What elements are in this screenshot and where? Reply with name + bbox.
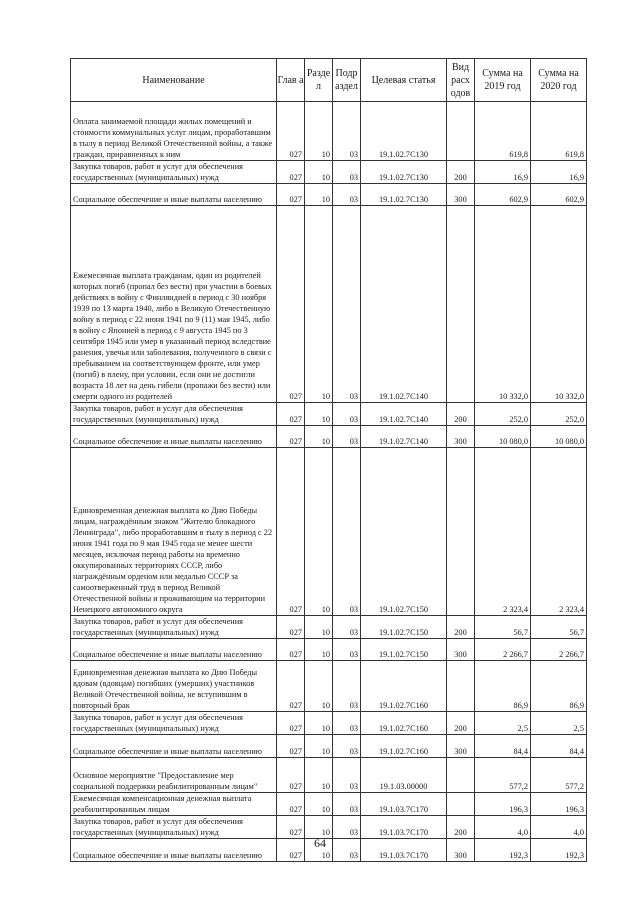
cell-target: 19.1.02.7С150 xyxy=(361,639,447,661)
cell-sum2020: 10 332,0 xyxy=(531,206,587,403)
cell-sum2019: 10 332,0 xyxy=(475,206,531,403)
cell-sum2020: 252,0 xyxy=(531,403,587,426)
table-row xyxy=(71,661,587,712)
cell-name: Оплата занимаемой площади жилых помещений и стоимости коммунальных услуг лицам, проработавшим в тылу в период Великой Отечественной войны, а также граждан, приравненных к ним xyxy=(71,102,277,161)
cell-glava: 027 xyxy=(277,639,305,661)
cell-podrazdel: 03 xyxy=(333,448,361,616)
cell-glava: 027 xyxy=(277,102,305,161)
cell-name: Ежемесячная выплата гражданам, один из родителей которых погиб (пропал без вести) при участии в боевых действиях в войну с Финляндией в период с 30 ноября 1939 по 13 марта 1940, либо в Великую Отечественную войну в период с 22 июня 1941 по 9 (11) мая 1945, либо в войну с Японией в период с 9 августа 1945 по 3 сентября 1945 или умер в указанный период вследствие ранения, увечья или заболевания, полученного в связи с пребыванием на соответствующем фронте, или умер (погиб) в плену, при условии, если они не достигли возраста 18 лет на день гибели (пропажи без вести) или смерти одного из родителей xyxy=(71,206,277,403)
table-row xyxy=(71,712,587,735)
cell-vid: 200 xyxy=(447,712,475,735)
cell-name: Социальное обеспечение и иные выплаты населению xyxy=(71,184,277,206)
cell-sum2019: 196,3 xyxy=(475,793,531,816)
table-row xyxy=(71,161,587,184)
table-row xyxy=(71,793,587,816)
cell-razdel: 10 xyxy=(305,206,333,403)
cell-glava: 027 xyxy=(277,816,305,839)
header-sum-2020: Сумма на 2020 год xyxy=(531,59,587,102)
cell-name: Закупка товаров, работ и услуг для обеспечения государственных (муниципальных) нужд xyxy=(71,161,277,184)
cell-podrazdel: 03 xyxy=(333,735,361,758)
cell-vid: 300 xyxy=(447,426,475,448)
cell-glava: 027 xyxy=(277,448,305,616)
cell-vid: 300 xyxy=(447,184,475,206)
table-body xyxy=(71,102,587,862)
cell-podrazdel: 03 xyxy=(333,712,361,735)
cell-podrazdel: 03 xyxy=(333,426,361,448)
cell-razdel: 10 xyxy=(305,712,333,735)
cell-name: Закупка товаров, работ и услуг для обеспечения государственных (муниципальных) нужд xyxy=(71,712,277,735)
cell-sum2019: 86,9 xyxy=(475,661,531,712)
cell-podrazdel: 03 xyxy=(333,816,361,839)
cell-sum2019: 56,7 xyxy=(475,616,531,639)
table-row xyxy=(71,448,587,616)
cell-sum2020: 577,2 xyxy=(531,758,587,793)
cell-glava: 027 xyxy=(277,735,305,758)
cell-name: Закупка товаров, работ и услуг для обеспечения государственных (муниципальных) нужд xyxy=(71,403,277,426)
cell-podrazdel: 03 xyxy=(333,403,361,426)
cell-razdel: 10 xyxy=(305,639,333,661)
cell-name: Социальное обеспечение и иные выплаты населению xyxy=(71,735,277,758)
cell-name: Ежемесячная компенсационная денежная выплата реабилитированным лицам xyxy=(71,793,277,816)
cell-razdel: 10 xyxy=(305,735,333,758)
cell-sum2020: 196,3 xyxy=(531,793,587,816)
cell-sum2019: 4,0 xyxy=(475,816,531,839)
cell-sum2019: 2 266,7 xyxy=(475,639,531,661)
cell-target: 19.1.02.7С160 xyxy=(361,712,447,735)
cell-sum2020: 619,8 xyxy=(531,102,587,161)
cell-target: 19.1.03.7С170 xyxy=(361,816,447,839)
cell-sum2020: 602,9 xyxy=(531,184,587,206)
cell-glava: 027 xyxy=(277,793,305,816)
cell-target: 19.1.02.7С140 xyxy=(361,403,447,426)
cell-razdel: 10 xyxy=(305,184,333,206)
cell-razdel: 10 xyxy=(305,448,333,616)
cell-vid: 300 xyxy=(447,839,475,862)
cell-name: Закупка товаров, работ и услуг для обеспечения государственных (муниципальных) нужд xyxy=(71,816,277,839)
cell-name: Закупка товаров, работ и услуг для обеспечения государственных (муниципальных) нужд xyxy=(71,616,277,639)
cell-vid: 200 xyxy=(447,403,475,426)
cell-razdel: 10 xyxy=(305,161,333,184)
cell-glava: 027 xyxy=(277,661,305,712)
header-glava: Глав а xyxy=(277,59,305,102)
cell-podrazdel: 03 xyxy=(333,161,361,184)
cell-target: 19.1.02.7С150 xyxy=(361,616,447,639)
cell-podrazdel: 03 xyxy=(333,758,361,793)
cell-razdel: 10 xyxy=(305,758,333,793)
cell-name: Социальное обеспечение и иные выплаты населению xyxy=(71,426,277,448)
cell-glava: 027 xyxy=(277,426,305,448)
cell-glava: 027 xyxy=(277,206,305,403)
cell-podrazdel: 03 xyxy=(333,102,361,161)
cell-target: 19.1.02.7С160 xyxy=(361,661,447,712)
header-sum-2019: Сумма на 2019 год xyxy=(475,59,531,102)
cell-glava: 027 xyxy=(277,712,305,735)
cell-target: 19.1.02.7С140 xyxy=(361,426,447,448)
table-row xyxy=(71,184,587,206)
cell-podrazdel: 03 xyxy=(333,184,361,206)
cell-vid: 200 xyxy=(447,161,475,184)
cell-sum2020: 2 323,4 xyxy=(531,448,587,616)
cell-vid: 300 xyxy=(447,735,475,758)
cell-target: 19.1.02.7С150 xyxy=(361,448,447,616)
cell-name: Социальное обеспечение и иные выплаты населению xyxy=(71,839,277,862)
cell-vid xyxy=(447,448,475,616)
cell-sum2019: 84,4 xyxy=(475,735,531,758)
cell-vid: 300 xyxy=(447,639,475,661)
page-number: 64 xyxy=(314,836,326,850)
cell-target: 19.1.03.00000 xyxy=(361,758,447,793)
cell-target: 19.1.02.7С160 xyxy=(361,735,447,758)
cell-razdel: 10 xyxy=(305,661,333,712)
cell-name: Единовременная денежная выплата ко Дню Победы вдовам (вдовцам) погибших (умерших) участников Великой Отечественной войны, не вступившим в повторный брак xyxy=(71,661,277,712)
cell-vid xyxy=(447,758,475,793)
cell-sum2019: 602,9 xyxy=(475,184,531,206)
cell-razdel: 10 xyxy=(305,839,333,862)
cell-razdel: 10 xyxy=(305,426,333,448)
cell-podrazdel: 03 xyxy=(333,839,361,862)
header-podrazdel: Подр аздел xyxy=(333,59,361,102)
cell-sum2019: 619,8 xyxy=(475,102,531,161)
cell-podrazdel: 03 xyxy=(333,793,361,816)
cell-vid xyxy=(447,206,475,403)
cell-sum2020: 2,5 xyxy=(531,712,587,735)
cell-target: 19.1.02.7С130 xyxy=(361,184,447,206)
cell-razdel: 10 xyxy=(305,793,333,816)
cell-razdel: 10 xyxy=(305,403,333,426)
cell-glava: 027 xyxy=(277,616,305,639)
budget-table xyxy=(70,58,587,862)
cell-podrazdel: 03 xyxy=(333,661,361,712)
cell-glava: 027 xyxy=(277,403,305,426)
cell-sum2019: 252,0 xyxy=(475,403,531,426)
cell-glava: 027 xyxy=(277,184,305,206)
cell-razdel: 10 xyxy=(305,616,333,639)
cell-target: 19.1.02.7С130 xyxy=(361,161,447,184)
header-razdel: Разде л xyxy=(305,59,333,102)
table-row xyxy=(71,206,587,403)
cell-name: Единовременная денежная выплата ко Дню Победы лицам, награждённым знаком "Жителю блокадного Ленинграда", либо проработавшим в тылу в период с 22 июня 1941 года по 9 мая 1945 года не менее шести месяцев, исключая период работы на временно оккупированных территориях СССР, либо награждённым орденом или медалью СССР за самоотверженный труд в период Великой Отечественной войны и проживающим на территории Ненецкого автономного округа xyxy=(71,448,277,616)
cell-sum2020: 86,9 xyxy=(531,661,587,712)
cell-name: Социальное обеспечение и иные выплаты населению xyxy=(71,639,277,661)
cell-target: 19.1.03.7С170 xyxy=(361,839,447,862)
cell-vid xyxy=(447,661,475,712)
cell-sum2019: 10 080,0 xyxy=(475,426,531,448)
cell-target: 19.1.02.7С140 xyxy=(361,206,447,403)
table-row xyxy=(71,403,587,426)
cell-razdel: 10 xyxy=(305,816,333,839)
cell-sum2020: 56,7 xyxy=(531,616,587,639)
cell-sum2020: 10 080,0 xyxy=(531,426,587,448)
table-row xyxy=(71,639,587,661)
header-target: Целевая статья xyxy=(361,59,447,102)
cell-vid xyxy=(447,793,475,816)
header-vid: Вид расх одов xyxy=(447,59,475,102)
cell-sum2019: 16,9 xyxy=(475,161,531,184)
cell-glava: 027 xyxy=(277,839,305,862)
table-row xyxy=(71,735,587,758)
cell-sum2019: 192,3 xyxy=(475,839,531,862)
cell-glava: 027 xyxy=(277,161,305,184)
cell-sum2019: 2,5 xyxy=(475,712,531,735)
header-name: Наименование xyxy=(71,59,277,102)
cell-target: 19.1.02.7С130 xyxy=(361,102,447,161)
cell-vid: 200 xyxy=(447,816,475,839)
cell-podrazdel: 03 xyxy=(333,616,361,639)
header-row xyxy=(71,59,587,102)
cell-name: Основное мероприятие "Предоставление мер социальной поддержки реабилитированным лицам" xyxy=(71,758,277,793)
cell-sum2020: 2 266,7 xyxy=(531,639,587,661)
cell-sum2020: 192,3 xyxy=(531,839,587,862)
cell-razdel: 10 xyxy=(305,102,333,161)
cell-sum2020: 84,4 xyxy=(531,735,587,758)
table-row xyxy=(71,758,587,793)
table-row xyxy=(71,616,587,639)
cell-podrazdel: 03 xyxy=(333,206,361,403)
cell-sum2019: 577,2 xyxy=(475,758,531,793)
cell-sum2020: 16,9 xyxy=(531,161,587,184)
cell-vid xyxy=(447,102,475,161)
cell-vid: 200 xyxy=(447,616,475,639)
cell-podrazdel: 03 xyxy=(333,639,361,661)
cell-glava: 027 xyxy=(277,758,305,793)
table-row xyxy=(71,102,587,161)
table-row xyxy=(71,426,587,448)
cell-sum2019: 2 323,4 xyxy=(475,448,531,616)
cell-sum2020: 4,0 xyxy=(531,816,587,839)
cell-target: 19.1.03.7С170 xyxy=(361,793,447,816)
